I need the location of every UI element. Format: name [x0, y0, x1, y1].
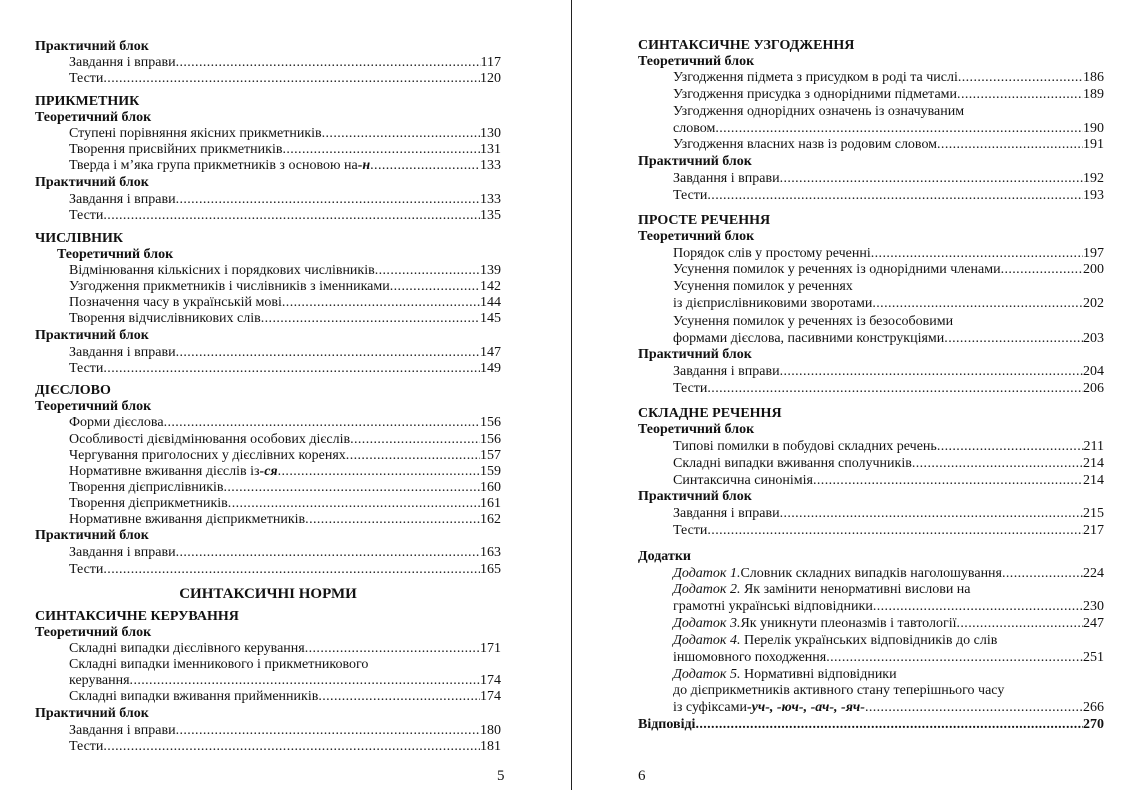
toc-entry[interactable] — [673, 615, 1104, 632]
toc-page-number: 130 — [480, 126, 501, 141]
leader-dots — [813, 472, 1083, 489]
leader-dots — [1001, 261, 1083, 278]
toc-page-number: 190 — [1083, 121, 1104, 136]
toc-entry-title: Узгодження присудка з однорідними підметами — [673, 87, 958, 102]
toc-page-number: 251 — [1083, 650, 1104, 665]
leader-dots — [176, 54, 481, 71]
leader-dots — [322, 125, 480, 142]
toc-page-number: 135 — [480, 208, 501, 223]
toc-entry-wrapped-line[interactable] — [673, 581, 971, 598]
toc-page-number: 203 — [1083, 331, 1104, 346]
toc-entry-title: Тести — [69, 71, 104, 86]
toc-page-number: 120 — [480, 71, 501, 86]
section-heading: СИНТАКСИЧНЕ КЕРУВАННЯ — [35, 609, 239, 624]
toc-entry-title: Типові помилки в побудові складних речень — [673, 439, 937, 454]
toc-entry[interactable] — [69, 207, 501, 224]
leader-dots — [103, 738, 480, 755]
toc-page-number: 163 — [480, 545, 501, 560]
toc-entry-title: Усунення помилок у реченнях із однорідними членами — [673, 262, 1001, 277]
leader-dots — [103, 561, 480, 578]
block-heading: Практичний блок — [35, 39, 149, 54]
toc-page-number: 159 — [480, 464, 501, 479]
toc-entry[interactable] — [69, 544, 501, 561]
toc-page-number: 117 — [480, 55, 501, 70]
toc-page-number: 133 — [480, 158, 501, 173]
toc-entry-title: Складні випадки дієслівного керування — [69, 641, 305, 656]
toc-page-number: 270 — [1083, 717, 1104, 732]
leader-dots — [318, 688, 480, 705]
toc-entry-title: Узгодження прикметників і числівників з іменниками — [69, 279, 390, 294]
toc-entry-title: іншомовного походження — [673, 650, 827, 665]
leader-dots — [715, 120, 1083, 137]
section-heading: СИНТАКСИЧНЕ УЗГОДЖЕННЯ — [638, 38, 855, 53]
toc-entry-title: Завдання і вправи — [673, 171, 780, 186]
leader-dots — [780, 170, 1083, 187]
toc-page-number: 165 — [480, 562, 501, 577]
toc-entry-title: Завдання і вправи — [673, 364, 780, 379]
toc-page-number: 142 — [480, 279, 501, 294]
leader-dots — [282, 294, 480, 311]
toc-entry[interactable] — [673, 565, 1104, 582]
leader-dots — [957, 86, 1083, 103]
toc-entry-title: Ступені порівняння якісних прикметників — [69, 126, 322, 141]
toc-page-number: 145 — [480, 311, 501, 326]
toc-page-number: 189 — [1083, 87, 1104, 102]
toc-entry-title: грамотні українські відповідники — [673, 599, 873, 614]
toc-entry-title: Узгодження власних назв із родовим словом — [673, 137, 938, 152]
leader-dots — [780, 363, 1083, 380]
toc-page-number: 156 — [480, 415, 501, 430]
toc-entry[interactable] — [69, 294, 501, 311]
toc-page-number: 215 — [1083, 506, 1104, 521]
toc-page-number: 149 — [480, 361, 501, 376]
toc-page-number: 180 — [480, 723, 501, 738]
toc-entry[interactable] — [69, 447, 501, 464]
toc-entry-title: Нормативне вживання дієслів із — [69, 464, 260, 479]
leader-dots — [873, 598, 1083, 615]
toc-entry[interactable] — [673, 598, 1104, 615]
leader-dots — [390, 278, 480, 295]
leader-dots — [1002, 565, 1083, 582]
block-heading: Практичний блок — [638, 154, 752, 169]
leader-dots — [346, 447, 480, 464]
leader-dots — [103, 207, 480, 224]
block-heading: Теоретичний блок — [638, 422, 755, 437]
toc-page-number: 131 — [480, 142, 501, 157]
toc-page-number: 147 — [480, 345, 501, 360]
toc-page-number: 192 — [1083, 171, 1104, 186]
section-heading: ДІЄСЛОВО — [35, 383, 111, 398]
toc-entry[interactable] — [69, 54, 501, 71]
toc-entry-title: Творення відчислівникових слів — [69, 311, 261, 326]
toc-entry-title: Творення присвійних прикметників — [69, 142, 283, 157]
toc-entry-title: Позначення часу в українській мові — [69, 295, 282, 310]
toc-page-number: 133 — [480, 192, 501, 207]
leader-dots — [224, 479, 481, 496]
leader-dots — [176, 722, 480, 739]
toc-entry-title: Нормативне вживання дієприкметників — [69, 512, 306, 527]
toc-entry-title: Творення дієприслівників — [69, 480, 224, 495]
toc-page-number: 247 — [1083, 616, 1104, 631]
toc-entry-suffix: -н — [357, 158, 371, 173]
toc-entry[interactable] — [673, 170, 1104, 187]
toc-entry-title: Узгодження підмета з присудком в роді та числі — [673, 70, 958, 85]
toc-entry[interactable] — [69, 125, 501, 142]
leader-dots — [937, 136, 1083, 153]
toc-entry[interactable] — [673, 649, 1104, 666]
toc-entry-title: Завдання і вправи — [69, 55, 176, 70]
leader-dots — [228, 495, 480, 512]
toc-entry[interactable] — [673, 261, 1104, 278]
block-heading: Теоретичний блок — [35, 110, 152, 125]
toc-page-number: 139 — [480, 263, 501, 278]
leader-dots — [103, 360, 480, 377]
toc-entry[interactable] — [673, 136, 1104, 153]
toc-entry[interactable] — [69, 688, 501, 705]
toc-page-number: 191 — [1083, 137, 1104, 152]
toc-entry-title: формами дієслова, пасивними конструкціями — [673, 331, 945, 346]
leader-dots — [164, 414, 480, 431]
block-heading: Практичний блок — [638, 489, 752, 504]
toc-entry[interactable] — [673, 86, 1104, 103]
toc-entry[interactable] — [69, 414, 501, 431]
toc-page-number: 204 — [1083, 364, 1104, 379]
toc-entry[interactable] — [673, 472, 1104, 489]
toc-entry-wrapped-line[interactable]: до дієприкметників активного стану теперішнього часу — [673, 683, 1005, 698]
toc-entry[interactable] — [673, 699, 1104, 716]
toc-entry[interactable] — [673, 69, 1104, 86]
toc-entry[interactable] — [69, 722, 501, 739]
toc-entry[interactable] — [673, 330, 1104, 347]
toc-page-number: 144 — [480, 295, 501, 310]
toc-page-number: 186 — [1083, 70, 1104, 85]
leader-dots — [871, 245, 1083, 262]
toc-entry-title: Як замінити ненормативні вислови на — [740, 582, 971, 597]
toc-entry-title: Нормативні відповідники — [740, 667, 897, 682]
block-heading: Теоретичний блок — [638, 54, 755, 69]
leader-dots — [958, 69, 1083, 86]
toc-entry-wrapped-line[interactable] — [673, 666, 897, 683]
block-heading: Практичний блок — [35, 528, 149, 543]
appendix-label: Додаток 5. — [673, 667, 741, 682]
block-heading: Теоретичний блок — [57, 247, 174, 262]
toc-entry[interactable] — [69, 191, 501, 208]
leader-dots — [305, 511, 480, 528]
toc-page-number: 214 — [1083, 456, 1104, 471]
leader-dots — [707, 380, 1083, 397]
toc-entry-title: Тести — [69, 361, 104, 376]
toc-entry[interactable] — [673, 505, 1104, 522]
toc-entry[interactable] — [69, 141, 501, 158]
toc-entry-title: Відмінювання кількісних і порядкових числівників — [69, 263, 375, 278]
toc-entry[interactable] — [69, 561, 501, 578]
toc-entry-title: Складні випадки вживання прийменників — [69, 689, 319, 704]
toc-entry-title: Тести — [673, 188, 708, 203]
toc-entry[interactable] — [69, 157, 501, 174]
block-heading: Теоретичний блок — [638, 229, 755, 244]
toc-entry-title: керування — [69, 673, 130, 688]
toc-page-number: 162 — [480, 512, 501, 527]
block-heading: Практичний блок — [35, 175, 149, 190]
leader-dots — [103, 70, 480, 87]
toc-page-number: 197 — [1083, 246, 1104, 261]
toc-page-number: 171 — [480, 641, 501, 656]
leader-dots — [707, 522, 1083, 539]
toc-entry-title: із суфіксами — [673, 700, 747, 715]
toc-entry-title: Особливості дієвідмінювання особових дієслів — [69, 432, 351, 447]
toc-entry[interactable] — [673, 380, 1104, 397]
toc-page-number: 156 — [480, 432, 501, 447]
toc-entry[interactable] — [69, 672, 501, 689]
toc-entry[interactable] — [673, 438, 1104, 455]
toc-entry[interactable] — [69, 640, 501, 657]
leader-dots — [780, 505, 1083, 522]
toc-entry-wrapped-line[interactable]: Усунення помилок у реченнях — [673, 279, 853, 294]
toc-page-number: 181 — [480, 739, 501, 754]
leader-dots — [944, 330, 1083, 347]
toc-entry-title: Тести — [673, 381, 708, 396]
toc-entry-title: Завдання і вправи — [69, 345, 176, 360]
appendix-label: Додаток 3. — [673, 616, 741, 631]
toc-entry-answers[interactable] — [638, 716, 1104, 733]
toc-page-number: 202 — [1083, 296, 1104, 311]
leader-dots — [350, 431, 480, 448]
block-heading: Теоретичний блок — [35, 399, 152, 414]
leader-dots — [130, 672, 480, 689]
toc-entry-wrapped-line[interactable]: Усунення помилок у реченнях із безособовими — [673, 314, 954, 329]
toc-page-number: 211 — [1083, 439, 1104, 454]
toc-entry-title: Порядок слів у простому реченні — [673, 246, 871, 261]
toc-entry-title: словом — [673, 121, 716, 136]
toc-entry-wrapped-line[interactable]: Узгодження однорідних означень із означуваним — [673, 104, 965, 119]
leader-dots — [826, 649, 1083, 666]
leader-dots — [957, 615, 1084, 632]
toc-entry-title: Тверда і м’яка група прикметників з основою на — [69, 158, 358, 173]
toc-entry-title: Завдання і вправи — [69, 723, 176, 738]
leader-dots — [872, 295, 1083, 312]
toc-entry-suffix: -уч-, -юч-, -ач-, -яч- — [746, 700, 865, 715]
part-heading: СИНТАКСИЧНІ НОРМИ — [179, 586, 357, 602]
toc-entry[interactable] — [69, 360, 501, 377]
right-page — [572, 0, 1134, 790]
leader-dots — [707, 187, 1083, 204]
block-heading: Додатки — [638, 549, 691, 564]
toc-entry-title: Перелік українських відповідників до слів — [740, 633, 998, 648]
page-number: 5 — [497, 768, 505, 784]
toc-page-number: 230 — [1083, 599, 1104, 614]
leader-dots — [695, 716, 1083, 733]
toc-entry[interactable] — [69, 70, 501, 87]
leader-dots — [865, 699, 1083, 716]
toc-entry[interactable] — [69, 463, 501, 480]
toc-entry-title: Завдання і вправи — [69, 192, 176, 207]
block-heading: Практичний блок — [35, 328, 149, 343]
toc-entry-title: Завдання і вправи — [673, 506, 780, 521]
toc-entry[interactable] — [69, 262, 501, 279]
toc-page-number: 193 — [1083, 188, 1104, 203]
toc-entry[interactable] — [673, 363, 1104, 380]
leader-dots — [305, 640, 480, 657]
toc-entry-title: Форми дієслова — [69, 415, 164, 430]
toc-entry-wrapped-line[interactable]: Складні випадки іменникового і прикметникового — [69, 657, 369, 672]
toc-entry[interactable] — [69, 738, 501, 755]
toc-entry-wrapped-line[interactable] — [673, 632, 997, 649]
toc-entry-title: Синтаксична синонімія — [673, 473, 813, 488]
toc-page-number: 214 — [1083, 473, 1104, 488]
section-heading: ПРИКМЕТНИК — [35, 94, 140, 109]
toc-entry[interactable] — [69, 479, 501, 496]
toc-page-number: 206 — [1083, 381, 1104, 396]
section-heading: ЧИСЛІВНИК — [35, 231, 124, 246]
page-number: 6 — [638, 768, 646, 784]
appendix-label: Додаток 4. — [673, 633, 741, 648]
leader-dots — [375, 262, 480, 279]
leader-dots — [261, 310, 480, 327]
block-heading: Практичний блок — [638, 347, 752, 362]
toc-entry-title: Тести — [69, 208, 104, 223]
toc-entry[interactable] — [673, 522, 1104, 539]
toc-entry[interactable] — [673, 245, 1104, 262]
leader-dots — [282, 141, 480, 158]
toc-entry-title: Чергування приголосних у дієслівних коренях — [69, 448, 346, 463]
toc-entry[interactable] — [673, 120, 1104, 137]
toc-entry-suffix: -ся — [259, 464, 278, 479]
toc-page-number: 224 — [1083, 566, 1104, 581]
toc-entry-title: Тести — [69, 562, 104, 577]
toc-entry-title: Тести — [69, 739, 104, 754]
toc-entry[interactable] — [69, 278, 501, 295]
appendix-label: Додаток 2. — [673, 582, 741, 597]
toc-page-number: 161 — [480, 496, 501, 511]
leader-dots — [176, 344, 480, 361]
toc-page-number: 160 — [480, 480, 501, 495]
toc-page-number: 174 — [480, 689, 501, 704]
leader-dots — [937, 438, 1084, 455]
toc-page-number: 200 — [1083, 262, 1104, 277]
toc-entry[interactable] — [673, 187, 1104, 204]
toc-entry[interactable] — [69, 511, 501, 528]
toc-entry-title: із дієприслівниковими зворотами — [673, 296, 873, 311]
toc-entry[interactable] — [69, 495, 501, 512]
toc-entry-title: Відповіді — [638, 717, 696, 732]
toc-entry-title: Складні випадки вживання сполучників — [673, 456, 912, 471]
toc-entry-title: Як уникнути плеоназмів і тавтології — [740, 616, 957, 631]
block-heading: Теоретичний блок — [35, 625, 152, 640]
toc-page-number: 217 — [1083, 523, 1104, 538]
toc-entry[interactable] — [69, 310, 501, 327]
section-heading: ПРОСТЕ РЕЧЕННЯ — [638, 213, 771, 228]
toc-entry-title: Творення дієприкметників — [69, 496, 228, 511]
toc-entry-title: Завдання і вправи — [69, 545, 176, 560]
leader-dots — [912, 455, 1083, 472]
toc-entry[interactable] — [673, 295, 1104, 312]
toc-entry[interactable] — [673, 455, 1104, 472]
leader-dots — [278, 463, 480, 480]
leader-dots — [176, 191, 480, 208]
toc-entry[interactable] — [69, 344, 501, 361]
leader-dots — [176, 544, 480, 561]
appendix-label: Додаток 1. — [673, 566, 741, 581]
toc-page-number: 157 — [480, 448, 501, 463]
block-heading: Практичний блок — [35, 706, 149, 721]
section-heading: СКЛАДНЕ РЕЧЕННЯ — [638, 406, 782, 421]
toc-page-number: 174 — [480, 673, 501, 688]
toc-entry-title: Словник складних випадків наголошування — [740, 566, 1002, 581]
toc-entry[interactable] — [69, 431, 501, 448]
leader-dots — [370, 157, 480, 174]
toc-entry-title: Тести — [673, 523, 708, 538]
toc-page-number: 266 — [1083, 700, 1104, 715]
